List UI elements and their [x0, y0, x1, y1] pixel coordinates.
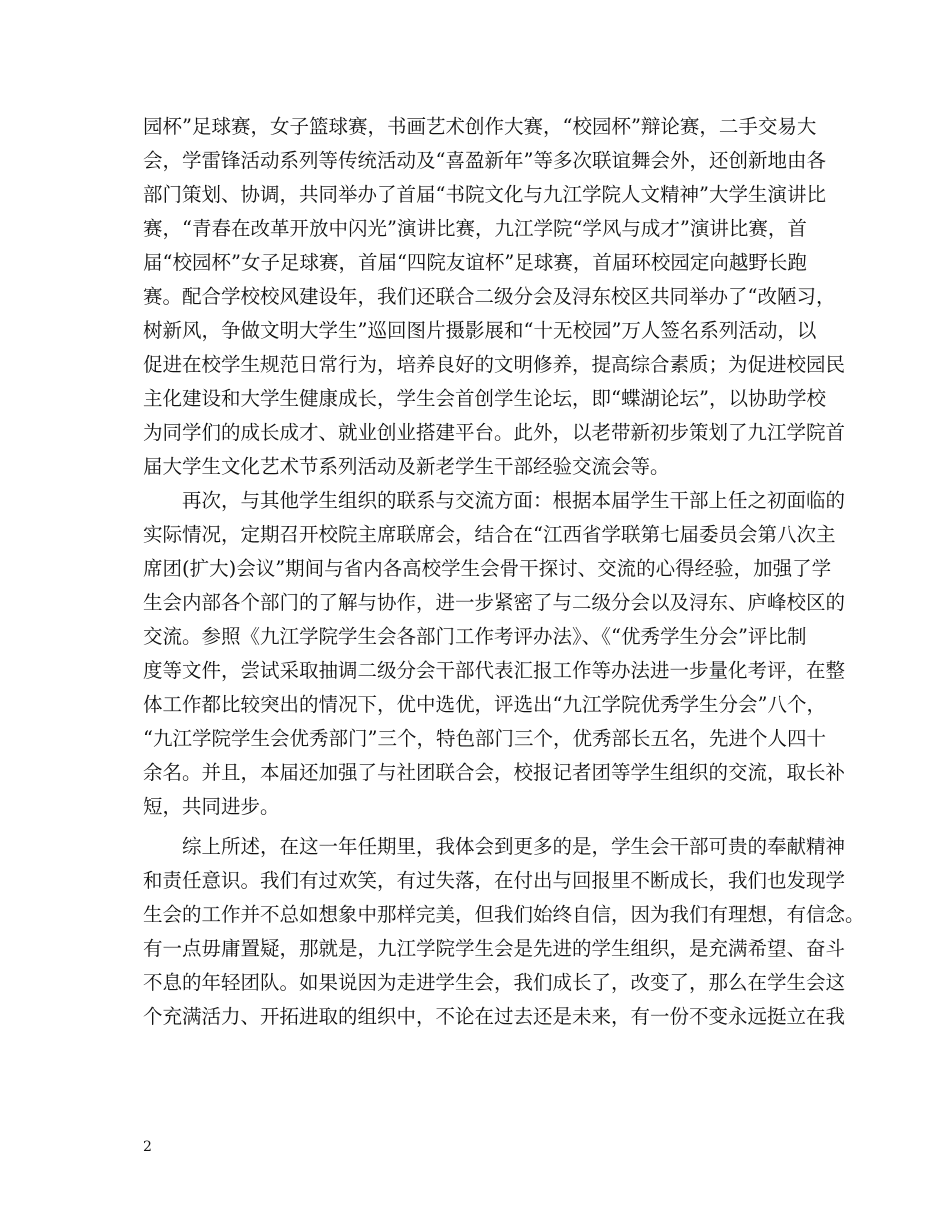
text-line: 度等文件，尝试采取抽调二级分会干部代表汇报工作等办法进一步量化考评，在整: [143, 659, 846, 682]
text-line: 综上所述，在这一年任期里，我体会到更多的是，学生会干部可贵的奉献精神: [143, 835, 846, 858]
text-line: 席团(扩大)会议”期间与省内各高校学生会骨干探讨、交流的心得经验，加强了学: [143, 557, 832, 580]
text-line: 会，学雷锋活动系列等传统活动及“喜盈新年”等多次联谊舞会外，还创新地由各: [143, 149, 826, 172]
text-line: 短，共同进步。: [143, 795, 280, 818]
page-number: 2: [143, 1139, 152, 1155]
text-line: 再次，与其他学生组织的联系与交流方面：根据本届学生干部上任之初面临的: [143, 489, 846, 512]
text-line: 树新风，争做文明大学生”巡回图片摄影展和“十无校园”万人签名系列活动，以: [143, 319, 817, 342]
text-line: 赛，“青春在改革开放中闪光”演讲比赛，九江学院“学风与成才”演讲比赛，首: [143, 217, 807, 240]
text-line: 和责任意识。我们有过欢笑，有过失落，在付出与回报里不断成长，我们也发现学: [143, 869, 846, 892]
text-line: 赛。配合学校校风建设年，我们还联合二级分会及浔东校区共同举办了“改陋习，: [143, 285, 836, 308]
text-line: 部门策划、协调，共同举办了首届“书院文化与九江学院人文精神”大学生演讲比: [143, 183, 826, 206]
text-line: 届大学生文化艺术节系列活动及新老学生干部经验交流会等。: [143, 455, 670, 478]
text-line: 个充满活力、开拓进取的组织中，不论在过去还是未来，有一份不变永远挺立在我: [143, 1005, 846, 1028]
text-line: 生会内部各个部门的了解与协作，进一步紧密了与二级分会以及浔东、庐峰校区的: [143, 591, 846, 614]
text-line: 体工作都比较突出的情况下，优中选优，评选出“九江学院优秀学生分会”八个，: [143, 693, 826, 716]
text-line: 生会的工作并不总如想象中那样完美，但我们始终自信，因为我们有理想，有信念。: [143, 903, 865, 926]
text-line: 园杯”足球赛，女子篮球赛，书画艺术创作大赛，“校园杯”辩论赛，二手交易大: [143, 115, 817, 138]
text-line: 实际情况，定期召开校院主席联席会，结合在“江西省学联第七届委员会第八次主: [143, 523, 836, 546]
text-line: 促进在校学生规范日常行为，培养良好的文明修养，提高综合素质；为促进校园民: [143, 353, 846, 376]
text-line: 交流。参照《九江学院学生会各部门工作考评办法》、《“优秀学生分会”评比制: [143, 625, 807, 648]
text-line: “九江学院学生会优秀部门”三个，特色部门三个，优秀部长五名，先进个人四十: [143, 727, 826, 750]
text-line: 届“校园杯”女子足球赛，首届“四院友谊杯”足球赛，首届环校园定向越野长跑: [143, 251, 807, 274]
text-line: 余名。并且，本届还加强了与社团联合会，校报记者团等学生组织的交流，取长补: [143, 761, 846, 784]
text-line: 主化建设和大学生健康成长，学生会首创学生论坛，即“蝶湖论坛”，以协助学校: [143, 387, 826, 410]
text-line: 为同学们的成长成才、就业创业搭建平台。此外，以老带新初步策划了九江学院首: [143, 421, 846, 444]
text-line: 不息的年轻团队。如果说因为走进学生会，我们成长了，改变了，那么在学生会这: [143, 971, 846, 994]
text-line: 有一点毋庸置疑，那就是，九江学院学生会是先进的学生组织，是充满希望、奋斗: [143, 937, 846, 960]
